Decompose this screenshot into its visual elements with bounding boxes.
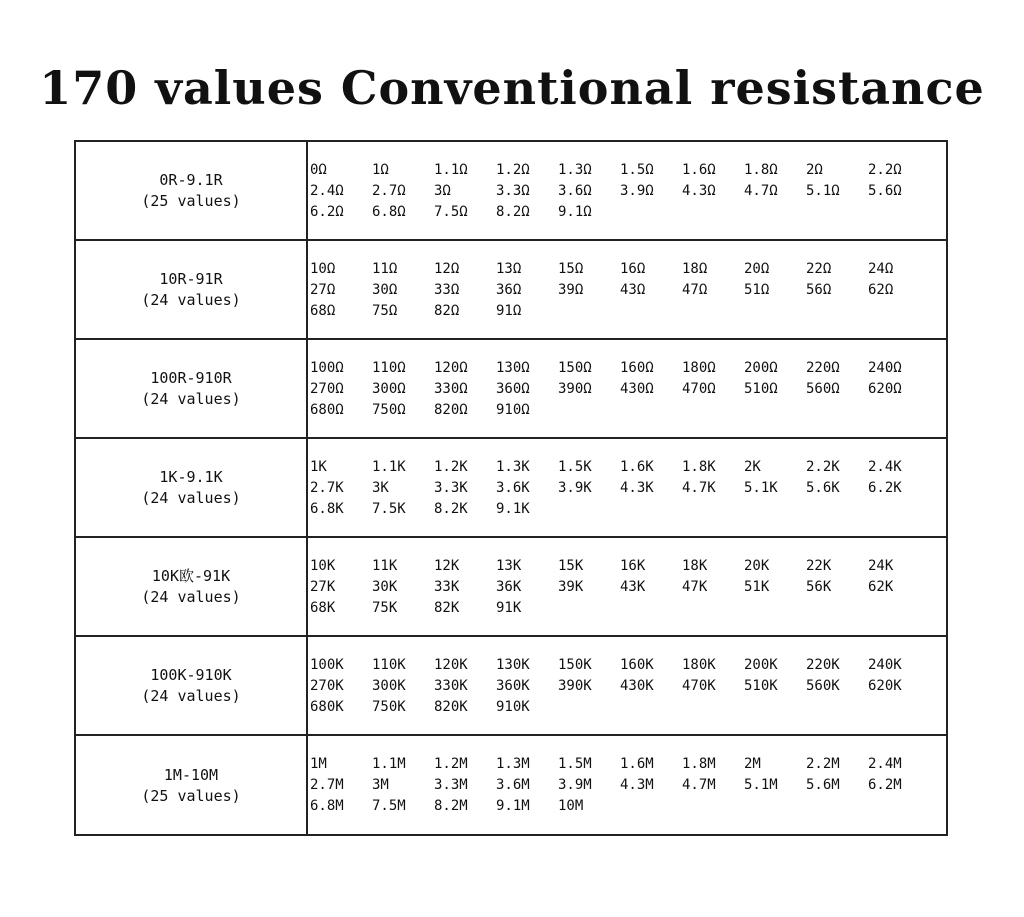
value-count: (24 values) [141, 587, 241, 606]
resistance-value: 5.1Ω [806, 183, 840, 199]
resistance-value: 390K [558, 678, 592, 694]
value-count: (25 values) [141, 191, 241, 210]
values-cell [308, 340, 948, 437]
resistance-value: 5.1K [744, 480, 778, 496]
resistance-value: 4.7M [682, 777, 716, 793]
resistance-value: 510K [744, 678, 778, 694]
resistance-value: 1.1K [372, 459, 406, 475]
resistance-value: 51K [744, 579, 770, 595]
resistance-value: 7.5M [372, 798, 406, 814]
resistance-value: 910Ω [496, 402, 530, 418]
resistance-value: 1.6K [620, 459, 654, 475]
range-label: 0R-9.1R [159, 170, 223, 189]
resistance-value: 2.2Ω [868, 162, 902, 178]
resistance-value: 330K [434, 678, 468, 694]
resistance-value: 4.3K [620, 480, 654, 496]
resistance-value: 9.1M [496, 798, 530, 814]
resistance-value: 16K [620, 558, 646, 574]
resistance-value: 200K [744, 657, 778, 673]
resistance-value: 820Ω [434, 402, 468, 418]
values-cell [308, 538, 948, 635]
resistance-value: 150K [558, 657, 592, 673]
value-count: (24 values) [141, 290, 241, 309]
resistance-value: 62Ω [868, 282, 894, 298]
range-label-cell [76, 142, 308, 239]
resistance-value: 4.3M [620, 777, 654, 793]
range-label-cell [76, 637, 308, 734]
range-label-cell [76, 439, 308, 536]
resistance-value: 160Ω [620, 360, 654, 376]
resistance-value: 5.1M [744, 777, 778, 793]
resistance-value: 24K [868, 558, 894, 574]
range-label: 100R-910R [150, 368, 232, 387]
resistance-value: 110K [372, 657, 406, 673]
resistance-value: 2.4Ω [310, 183, 344, 199]
resistance-value: 120K [434, 657, 468, 673]
resistance-value: 3Ω [434, 183, 451, 199]
resistance-value: 6.8Ω [372, 204, 406, 220]
resistance-value: 270K [310, 678, 344, 694]
value-count: (24 values) [141, 686, 241, 705]
resistance-value: 20K [744, 558, 770, 574]
value-count: (25 values) [141, 786, 241, 805]
values-cell [308, 637, 948, 734]
range-label-cell [76, 340, 308, 437]
resistance-value: 39K [558, 579, 584, 595]
range-label-cell [76, 241, 308, 338]
resistance-value: 1.8K [682, 459, 716, 475]
resistance-value: 750Ω [372, 402, 406, 418]
resistance-value: 2.7K [310, 480, 344, 496]
resistance-value: 620Ω [868, 381, 902, 397]
resistance-value: 3.9M [558, 777, 592, 793]
range-label: 100K-910K [150, 665, 232, 684]
resistance-value: 22Ω [806, 261, 832, 277]
resistance-value: 5.6K [806, 480, 840, 496]
resistance-value: 1.3M [496, 756, 530, 772]
resistance-value: 27K [310, 579, 336, 595]
resistance-value: 8.2M [434, 798, 468, 814]
resistance-value: 1M [310, 756, 327, 772]
resistance-value: 15Ω [558, 261, 584, 277]
resistance-value: 16Ω [620, 261, 646, 277]
values-cell [308, 736, 948, 835]
resistance-value: 75Ω [372, 303, 398, 319]
resistance-value: 3.3M [434, 777, 468, 793]
resistance-value: 56Ω [806, 282, 832, 298]
resistance-value: 3.3Ω [496, 183, 530, 199]
resistance-value: 560K [806, 678, 840, 694]
resistance-value: 7.5Ω [434, 204, 468, 220]
table-row [76, 142, 948, 241]
resistance-value: 11Ω [372, 261, 398, 277]
resistance-value: 220K [806, 657, 840, 673]
resistance-value: 2K [744, 459, 761, 475]
resistance-value: 30Ω [372, 282, 398, 298]
resistance-value: 0Ω [310, 162, 327, 178]
resistance-value: 110Ω [372, 360, 406, 376]
resistance-value: 240Ω [868, 360, 902, 376]
resistance-value: 160K [620, 657, 654, 673]
resistance-value: 43Ω [620, 282, 646, 298]
resistance-value: 10K [310, 558, 336, 574]
resistance-value: 10Ω [310, 261, 336, 277]
range-label-cell [76, 736, 308, 835]
resistance-value: 27Ω [310, 282, 336, 298]
resistance-value: 5.6Ω [868, 183, 902, 199]
resistance-value: 300K [372, 678, 406, 694]
resistance-value: 910K [496, 699, 530, 715]
resistance-value: 2.2K [806, 459, 840, 475]
resistance-value: 6.2M [868, 777, 902, 793]
resistance-value: 1.3K [496, 459, 530, 475]
resistance-value: 560Ω [806, 381, 840, 397]
resistance-value: 1.5M [558, 756, 592, 772]
resistance-value: 470K [682, 678, 716, 694]
resistance-value: 750K [372, 699, 406, 715]
resistance-value: 2.2M [806, 756, 840, 772]
resistance-value: 430Ω [620, 381, 654, 397]
resistance-value: 3.3K [434, 480, 468, 496]
resistance-value: 2.4M [868, 756, 902, 772]
resistance-value: 51Ω [744, 282, 770, 298]
resistance-value: 47K [682, 579, 708, 595]
resistance-value: 3K [372, 480, 389, 496]
resistance-value: 120Ω [434, 360, 468, 376]
resistance-value: 22K [806, 558, 832, 574]
resistance-value: 100K [310, 657, 344, 673]
resistance-value: 7.5K [372, 501, 406, 517]
resistance-value: 1Ω [372, 162, 389, 178]
resistance-value: 1.8Ω [744, 162, 778, 178]
range-label-cell [76, 538, 308, 635]
resistance-value: 18K [682, 558, 708, 574]
resistance-value: 91Ω [496, 303, 522, 319]
table-row [76, 538, 948, 637]
resistance-value: 9.1K [496, 501, 530, 517]
range-label: 1M-10M [163, 765, 219, 784]
resistance-value: 11K [372, 558, 398, 574]
resistance-value: 8.2K [434, 501, 468, 517]
resistance-value: 620K [868, 678, 902, 694]
resistance-value: 82K [434, 600, 460, 616]
resistance-value: 1.2Ω [496, 162, 530, 178]
resistance-value: 360K [496, 678, 530, 694]
resistance-value: 4.7Ω [744, 183, 778, 199]
resistance-value: 33K [434, 579, 460, 595]
resistance-value: 510Ω [744, 381, 778, 397]
resistance-value: 240K [868, 657, 902, 673]
resistance-value: 6.2Ω [310, 204, 344, 220]
values-cell [308, 241, 948, 338]
resistance-value: 82Ω [434, 303, 460, 319]
resistance-value: 150Ω [558, 360, 592, 376]
resistance-value: 36K [496, 579, 522, 595]
resistance-value: 1.5Ω [620, 162, 654, 178]
resistance-value: 5.6M [806, 777, 840, 793]
table-row [76, 340, 948, 439]
resistance-value: 33Ω [434, 282, 460, 298]
resistance-value: 3.6M [496, 777, 530, 793]
resistance-value: 3.6K [496, 480, 530, 496]
values-cell [308, 439, 948, 536]
resistance-value: 8.2Ω [496, 204, 530, 220]
resistance-value: 360Ω [496, 381, 530, 397]
resistance-value: 43K [620, 579, 646, 595]
table-row [76, 637, 948, 736]
resistance-value: 390Ω [558, 381, 592, 397]
resistance-value: 56K [806, 579, 832, 595]
resistance-value: 1.3Ω [558, 162, 592, 178]
values-cell [308, 142, 948, 239]
resistance-value: 4.7K [682, 480, 716, 496]
resistance-value: 91K [496, 600, 522, 616]
resistance-value: 6.2K [868, 480, 902, 496]
resistance-value: 430K [620, 678, 654, 694]
resistance-value: 1.1M [372, 756, 406, 772]
resistance-value: 2Ω [806, 162, 823, 178]
range-label: 10R-91R [159, 269, 223, 288]
resistance-value: 6.8M [310, 798, 344, 814]
resistance-value: 13K [496, 558, 522, 574]
resistance-value: 15K [558, 558, 584, 574]
resistance-value: 6.8K [310, 501, 344, 517]
resistance-value: 130K [496, 657, 530, 673]
resistance-value: 3M [372, 777, 389, 793]
resistance-value: 820K [434, 699, 468, 715]
resistance-value: 75K [372, 600, 398, 616]
resistance-value: 1.2K [434, 459, 468, 475]
page-title: 170 values Conventional resistance [39, 61, 985, 115]
resistance-value: 180Ω [682, 360, 716, 376]
resistance-value: 1.5K [558, 459, 592, 475]
table-row [76, 439, 948, 538]
resistance-value: 130Ω [496, 360, 530, 376]
resistance-value: 3.9K [558, 480, 592, 496]
resistance-value: 2M [744, 756, 761, 772]
resistance-value: 24Ω [868, 261, 894, 277]
resistance-value: 3.9Ω [620, 183, 654, 199]
resistance-value: 100Ω [310, 360, 344, 376]
resistance-value: 68K [310, 600, 336, 616]
resistance-value: 13Ω [496, 261, 522, 277]
resistance-value: 12K [434, 558, 460, 574]
resistance-value: 3.6Ω [558, 183, 592, 199]
resistance-value: 4.3Ω [682, 183, 716, 199]
resistance-value: 470Ω [682, 381, 716, 397]
resistance-value: 220Ω [806, 360, 840, 376]
resistance-value: 1.6Ω [682, 162, 716, 178]
resistance-value: 20Ω [744, 261, 770, 277]
resistance-value: 1.2M [434, 756, 468, 772]
resistance-value: 680K [310, 699, 344, 715]
resistance-value: 200Ω [744, 360, 778, 376]
resistance-value: 47Ω [682, 282, 708, 298]
resistance-value: 680Ω [310, 402, 344, 418]
value-count: (24 values) [141, 389, 241, 408]
resistance-value: 10M [558, 798, 584, 814]
resistance-value: 68Ω [310, 303, 336, 319]
resistance-value: 2.7M [310, 777, 344, 793]
resistance-value: 2.7Ω [372, 183, 406, 199]
resistance-value: 2.4K [868, 459, 902, 475]
range-label: 1K-9.1K [159, 467, 223, 486]
resistance-value: 1.1Ω [434, 162, 468, 178]
resistance-value: 1.8M [682, 756, 716, 772]
resistance-value: 1K [310, 459, 327, 475]
resistance-table [74, 140, 948, 836]
resistance-value: 300Ω [372, 381, 406, 397]
range-label: 10K欧-91K [151, 566, 231, 585]
resistance-value: 30K [372, 579, 398, 595]
resistance-value: 62K [868, 579, 894, 595]
resistance-value: 18Ω [682, 261, 708, 277]
resistance-value: 12Ω [434, 261, 460, 277]
resistance-value: 9.1Ω [558, 204, 592, 220]
resistance-value: 330Ω [434, 381, 468, 397]
table-row [76, 241, 948, 340]
resistance-value: 36Ω [496, 282, 522, 298]
resistance-value: 39Ω [558, 282, 584, 298]
resistance-value: 1.6M [620, 756, 654, 772]
resistance-value: 180K [682, 657, 716, 673]
resistance-value: 270Ω [310, 381, 344, 397]
table-row [76, 736, 948, 835]
value-count: (24 values) [141, 488, 241, 507]
